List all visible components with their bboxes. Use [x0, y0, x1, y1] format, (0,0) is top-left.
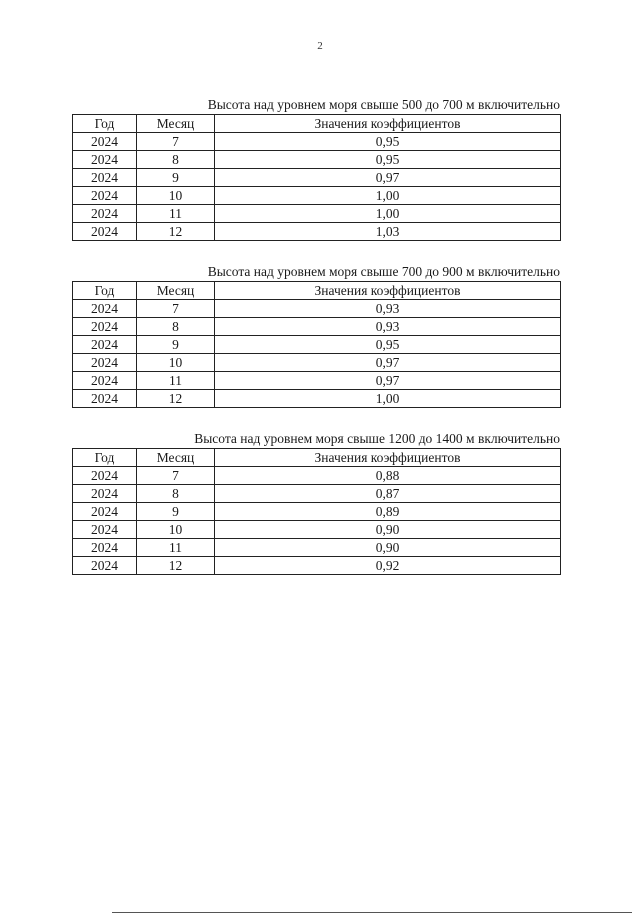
year-cell: 2024 — [73, 390, 137, 408]
column-header-value: Значения коэффициентов — [215, 449, 561, 467]
column-header-month: Месяц — [137, 115, 215, 133]
value-cell: 0,90 — [215, 539, 561, 557]
year-cell: 2024 — [73, 521, 137, 539]
table-row — [73, 557, 561, 575]
table-header-row — [73, 449, 561, 467]
value-cell: 0,95 — [215, 151, 561, 169]
column-header-value: Значения коэффициентов — [215, 282, 561, 300]
table-row — [73, 390, 561, 408]
month-cell: 7 — [137, 300, 215, 318]
value-cell: 0,87 — [215, 485, 561, 503]
month-cell: 10 — [137, 354, 215, 372]
value-cell: 0,97 — [215, 372, 561, 390]
year-cell: 2024 — [73, 503, 137, 521]
month-cell: 10 — [137, 521, 215, 539]
column-header-month: Месяц — [137, 449, 215, 467]
table-header-row — [73, 282, 561, 300]
coefficient-table — [72, 448, 561, 575]
table-row — [73, 187, 561, 205]
table-row — [73, 354, 561, 372]
month-cell: 9 — [137, 336, 215, 354]
table-row — [73, 521, 561, 539]
year-cell: 2024 — [73, 205, 137, 223]
table-row — [73, 223, 561, 241]
month-cell: 9 — [137, 503, 215, 521]
value-cell: 0,97 — [215, 354, 561, 372]
year-cell: 2024 — [73, 336, 137, 354]
coefficient-table-block-1 — [72, 97, 560, 241]
coefficient-table — [72, 114, 561, 241]
month-cell: 9 — [137, 169, 215, 187]
table-row — [73, 205, 561, 223]
table-row — [73, 133, 561, 151]
value-cell: 0,93 — [215, 318, 561, 336]
table-title: Высота над уровнем моря свыше 500 до 700 м включительно — [207, 97, 560, 112]
year-cell: 2024 — [73, 223, 137, 241]
month-cell: 8 — [137, 318, 215, 336]
coefficient-table-block-2 — [72, 264, 560, 408]
table-row — [73, 372, 561, 390]
coefficient-table — [72, 281, 561, 408]
month-cell: 12 — [137, 390, 215, 408]
month-cell: 12 — [137, 223, 215, 241]
month-cell: 11 — [137, 539, 215, 557]
year-cell: 2024 — [73, 169, 137, 187]
value-cell: 0,92 — [215, 557, 561, 575]
year-cell: 2024 — [73, 151, 137, 169]
value-cell: 1,00 — [215, 390, 561, 408]
month-cell: 12 — [137, 557, 215, 575]
coefficient-table-block-3 — [72, 431, 560, 575]
month-cell: 7 — [137, 467, 215, 485]
page-number: 2 — [317, 40, 323, 52]
column-header-year: Год — [73, 282, 137, 300]
table-row — [73, 169, 561, 187]
year-cell: 2024 — [73, 372, 137, 390]
table-header-row — [73, 115, 561, 133]
year-cell: 2024 — [73, 539, 137, 557]
value-cell: 1,03 — [215, 223, 561, 241]
year-cell: 2024 — [73, 300, 137, 318]
value-cell: 0,97 — [215, 169, 561, 187]
value-cell: 1,00 — [215, 187, 561, 205]
value-cell: 0,90 — [215, 521, 561, 539]
column-header-year: Год — [73, 115, 137, 133]
table-row — [73, 151, 561, 169]
column-header-month: Месяц — [137, 282, 215, 300]
column-header-value: Значения коэффициентов — [215, 115, 561, 133]
year-cell: 2024 — [73, 354, 137, 372]
table-title: Высота над уровнем моря свыше 1200 до 1400 м включительно — [194, 431, 560, 446]
table-title: Высота над уровнем моря свыше 700 до 900 м включительно — [207, 264, 560, 279]
value-cell: 0,95 — [215, 133, 561, 151]
month-cell: 7 — [137, 133, 215, 151]
month-cell: 8 — [137, 485, 215, 503]
table-row — [73, 336, 561, 354]
table-row — [73, 485, 561, 503]
month-cell: 10 — [137, 187, 215, 205]
year-cell: 2024 — [73, 187, 137, 205]
year-cell: 2024 — [73, 557, 137, 575]
column-header-year: Год — [73, 449, 137, 467]
year-cell: 2024 — [73, 133, 137, 151]
month-cell: 8 — [137, 151, 215, 169]
value-cell: 0,93 — [215, 300, 561, 318]
year-cell: 2024 — [73, 318, 137, 336]
value-cell: 0,88 — [215, 467, 561, 485]
table-row — [73, 300, 561, 318]
scan-edge-line — [112, 912, 632, 913]
value-cell: 0,89 — [215, 503, 561, 521]
table-row — [73, 318, 561, 336]
table-row — [73, 503, 561, 521]
month-cell: 11 — [137, 205, 215, 223]
value-cell: 0,95 — [215, 336, 561, 354]
month-cell: 11 — [137, 372, 215, 390]
year-cell: 2024 — [73, 467, 137, 485]
table-row — [73, 467, 561, 485]
value-cell: 1,00 — [215, 205, 561, 223]
year-cell: 2024 — [73, 485, 137, 503]
table-row — [73, 539, 561, 557]
